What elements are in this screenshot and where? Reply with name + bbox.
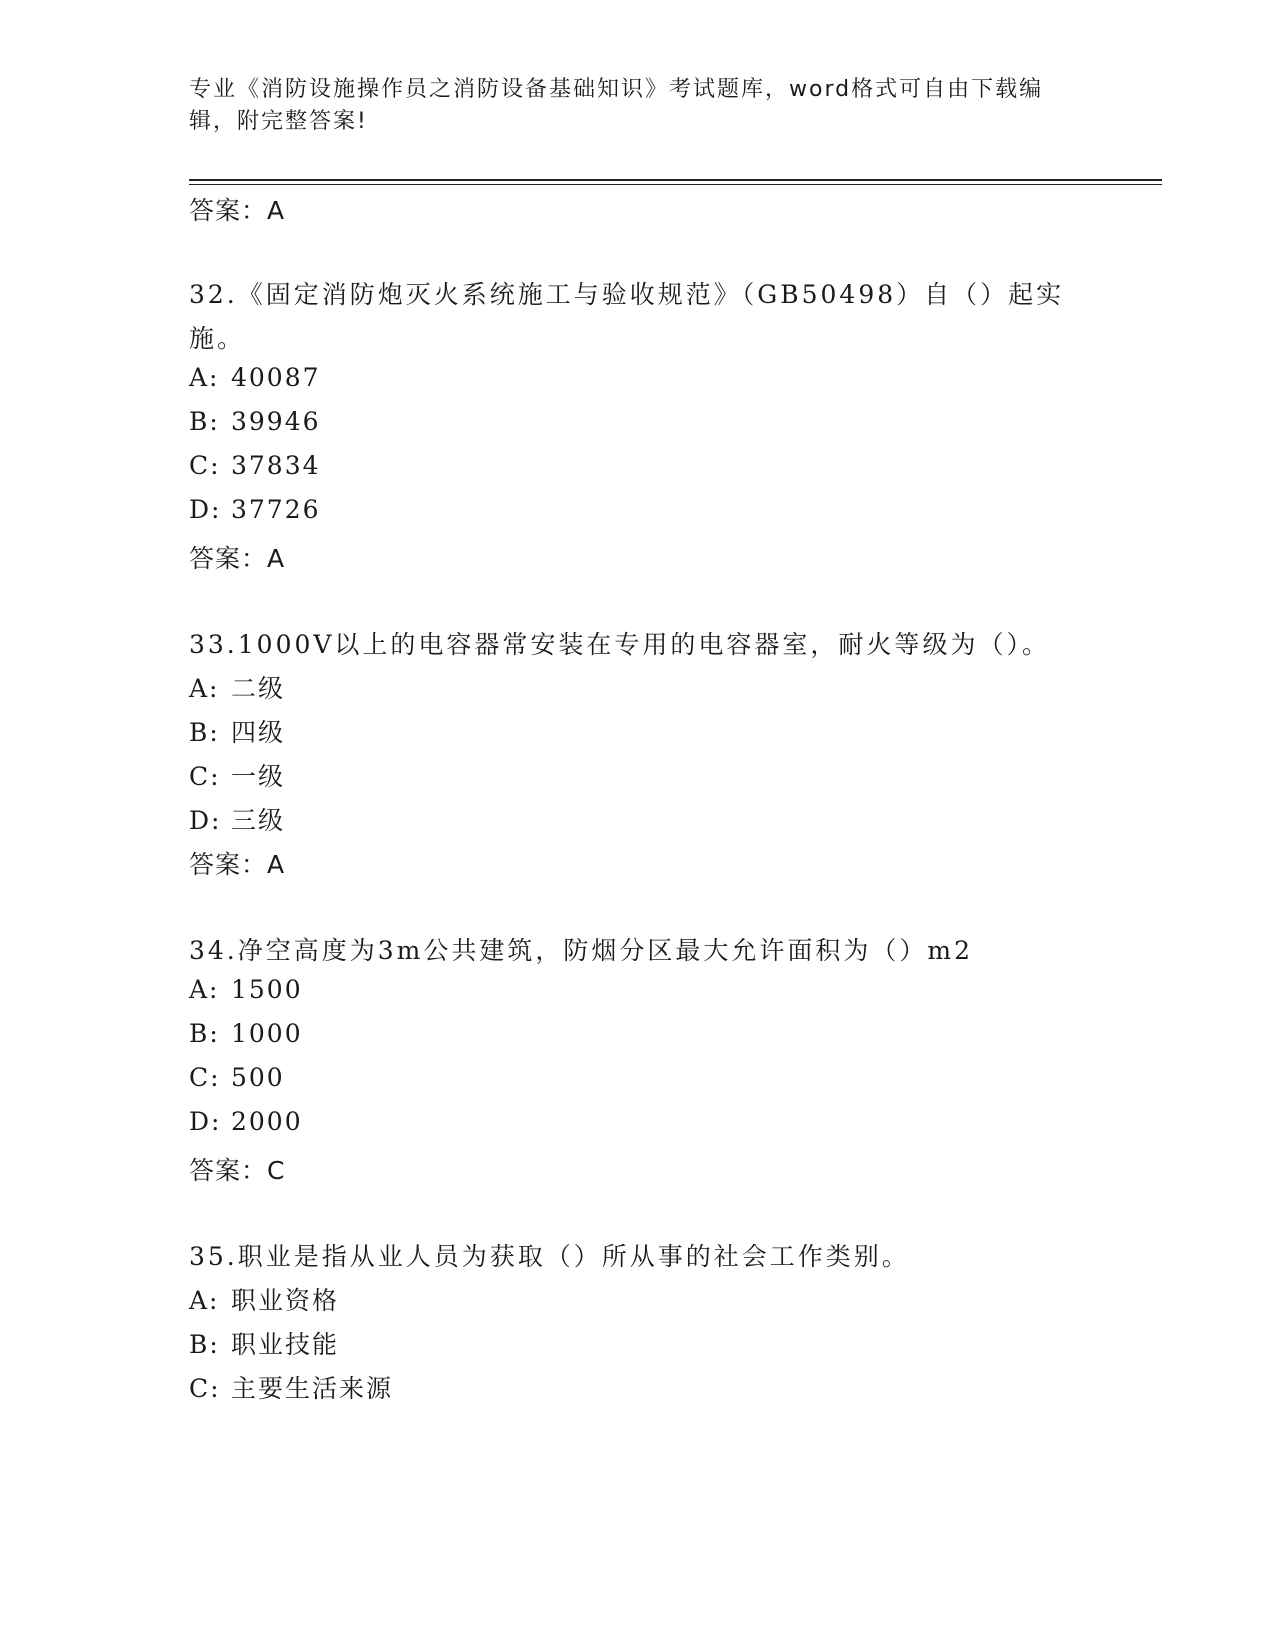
option-text: 二级 (231, 674, 286, 703)
header-line-2: 辑，附完整答案! (189, 109, 368, 134)
option-key: C: (189, 451, 221, 480)
option-text: 一级 (231, 762, 286, 791)
option-key: B: (189, 407, 220, 436)
question-34-option-b (189, 1019, 303, 1048)
question-33-option-c (189, 757, 285, 793)
question-32-answer: 答案：A (189, 544, 286, 573)
question-33-option-b (189, 713, 285, 749)
option-text: 1500 (231, 975, 303, 1004)
question-32-option-a (189, 363, 321, 392)
option-text: 1000 (231, 1019, 303, 1048)
option-key: C: (189, 1374, 221, 1403)
question-34-option-a (189, 975, 303, 1004)
option-text: 主要生活来源 (231, 1374, 394, 1403)
option-key: B: (189, 718, 220, 747)
option-key: C: (189, 1063, 221, 1092)
question-33-text: 33.1000V以上的电容器常安装在专用的电容器室，耐火等级为（）。 (189, 630, 1050, 659)
question-35-option-b (189, 1325, 339, 1361)
question-35-text: 35.职业是指从业人员为获取（）所从事的社会工作类别。 (189, 1242, 910, 1271)
question-33-option-d (189, 801, 285, 837)
option-text: 37726 (231, 495, 321, 524)
header-divider-thin (189, 184, 1162, 185)
option-text: 500 (231, 1063, 285, 1092)
option-text: 职业资格 (231, 1286, 340, 1315)
question-32-text: 32.《固定消防炮灭火系统施工与验收规范》（GB50498）自（）起实 (189, 280, 1065, 309)
option-key: A: (189, 674, 220, 703)
option-text: 职业技能 (231, 1330, 340, 1359)
question-32-text-cont: 施。 (189, 324, 246, 353)
question-33-option-a (189, 669, 285, 705)
option-text: 三级 (231, 806, 286, 835)
option-text: 2000 (231, 1107, 303, 1136)
question-32-option-d (189, 495, 321, 524)
question-35-option-a (189, 1281, 339, 1317)
option-key: A: (189, 363, 220, 392)
question-34-option-c (189, 1063, 285, 1092)
option-key: B: (189, 1330, 220, 1359)
question-34-text: 34.净空高度为3m公共建筑，防烟分区最大允许面积为（）m2 (189, 936, 973, 965)
option-text: 40087 (231, 363, 321, 392)
question-34-answer: 答案：C (189, 1156, 286, 1185)
option-key: B: (189, 1019, 220, 1048)
option-text: 四级 (231, 718, 286, 747)
question-34-option-d (189, 1107, 303, 1136)
question-32-option-c (189, 451, 321, 480)
previous-answer: 答案：A (189, 196, 286, 225)
option-key: A: (189, 1286, 220, 1315)
option-text: 37834 (231, 451, 321, 480)
option-key: D: (189, 1107, 222, 1136)
option-key: C: (189, 762, 221, 791)
option-key: D: (189, 495, 222, 524)
option-text: 39946 (231, 407, 321, 436)
question-32-option-b (189, 407, 321, 436)
option-key: D: (189, 806, 222, 835)
header-line-1: 专业《消防设施操作员之消防设备基础知识》考试题库，word格式可自由下载编 (189, 77, 1044, 102)
header-divider-thick (189, 179, 1162, 181)
question-33-answer: 答案：A (189, 850, 286, 879)
document-header (189, 74, 1089, 138)
option-key: A: (189, 975, 220, 1004)
question-35-option-c (189, 1369, 393, 1405)
